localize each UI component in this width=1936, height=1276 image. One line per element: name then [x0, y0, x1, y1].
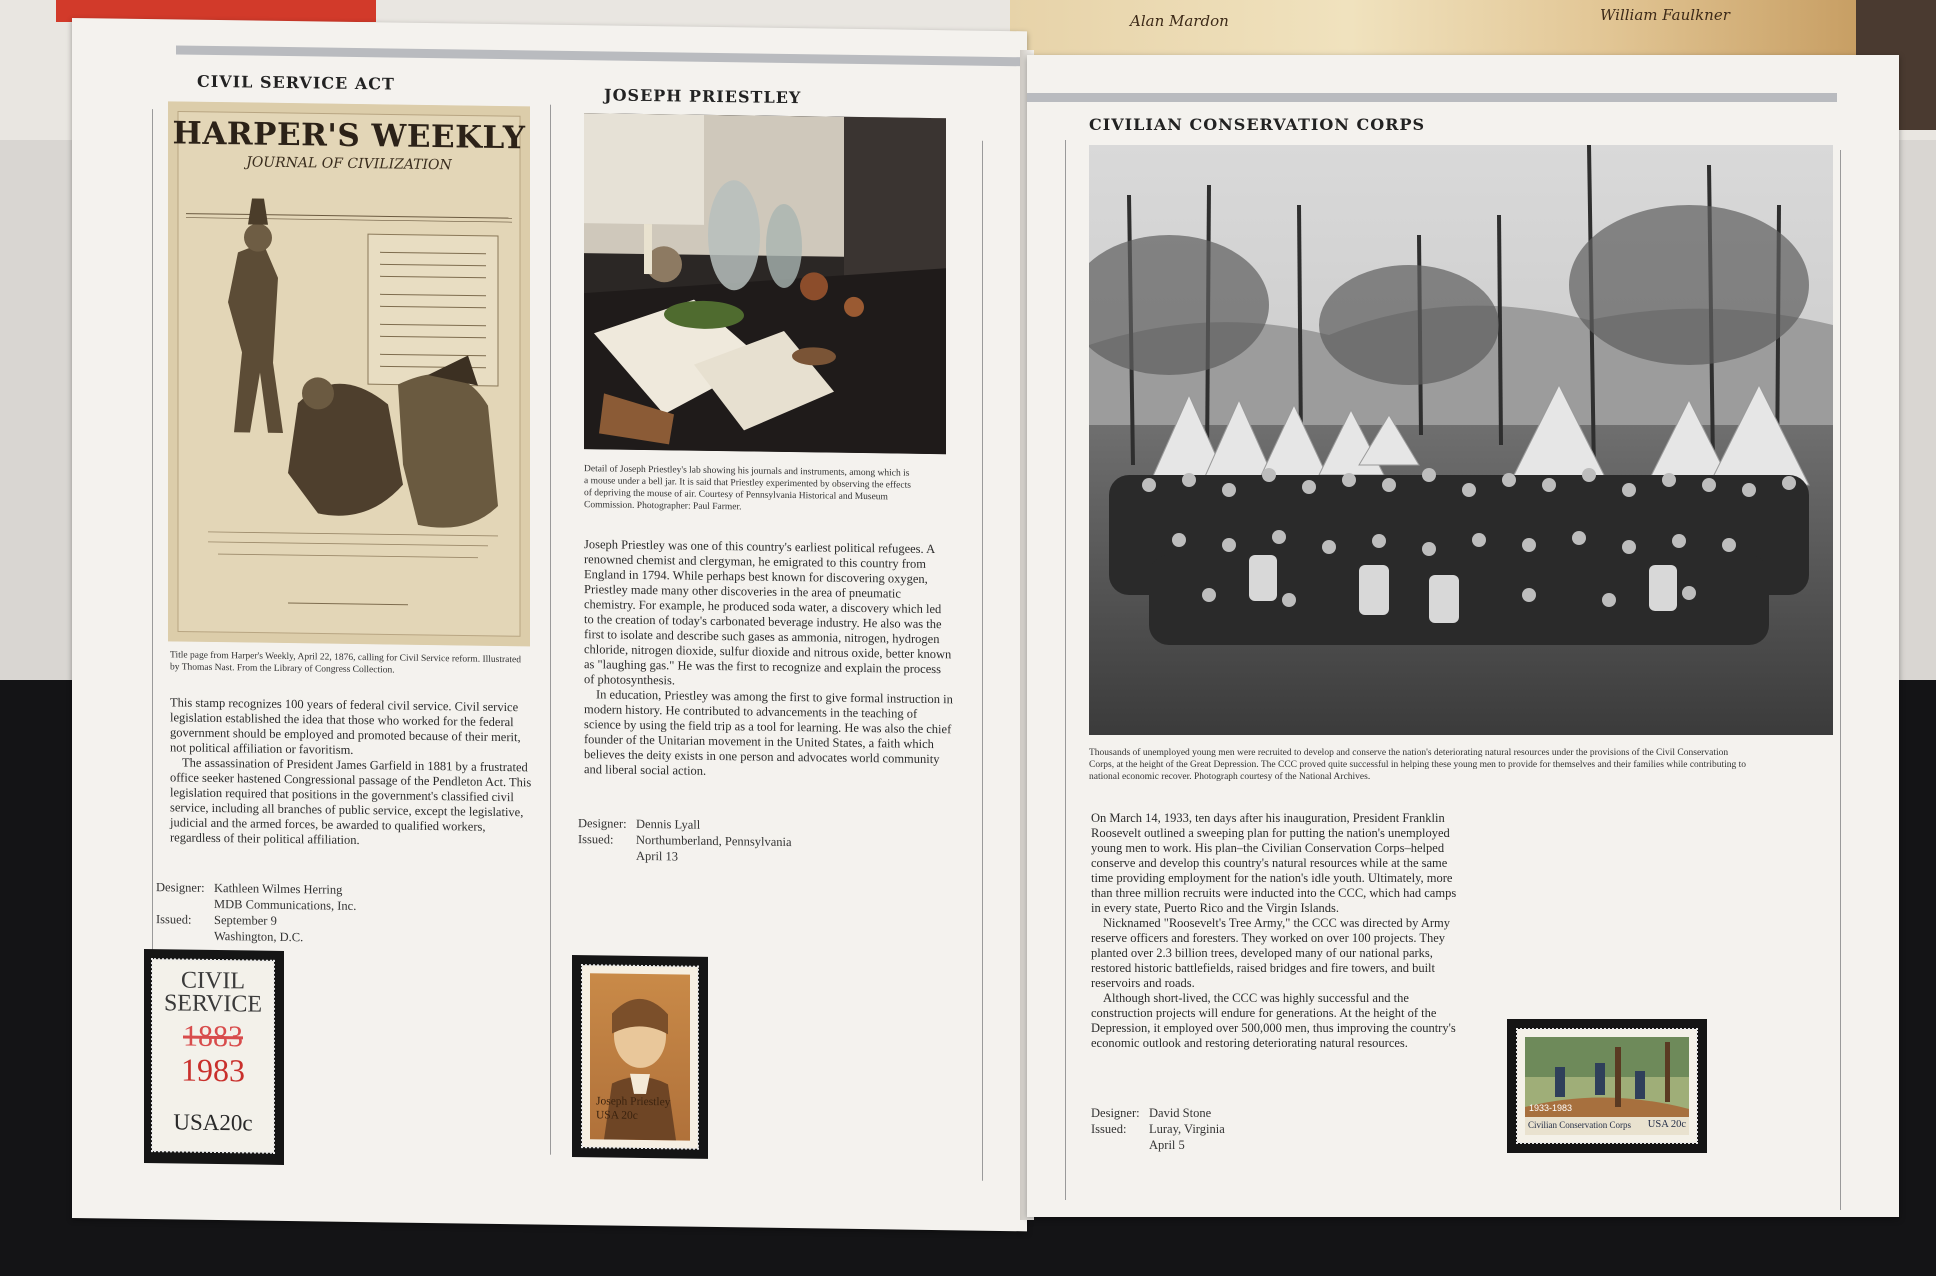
column-rule-right-page-left — [1065, 140, 1066, 1200]
right-page — [1027, 55, 1899, 1217]
priestley-credits — [578, 815, 792, 866]
column-rule-right — [982, 141, 983, 1181]
priestley-lab-photo — [584, 113, 946, 454]
stamp-year-1883: 1883 — [183, 1019, 243, 1054]
designer-label: Designer: — [156, 880, 205, 895]
harpers-masthead: HARPER'S WEEKLY — [172, 115, 526, 157]
section-title-priestley: JOSEPH PRIESTLEY — [604, 85, 802, 108]
designer-name: Dennis Lyall — [636, 816, 701, 832]
designer-label: Designer: — [578, 816, 627, 831]
sketch-signature-2: William Faulkner — [1600, 6, 1730, 24]
issued-date: April 5 — [1149, 1138, 1185, 1152]
priestley-paragraph: In education, Priestley was among the first to give formal instruction in modern history. He contributed to advancements in the teaching of science by using the field trip as a tool for learning. He was also the chief founder of the Unitarian movement in the United States, a faith which believes the deity exists in one person and advocates world community and liberal social action. — [584, 687, 953, 778]
stamp-service-text: SERVICE — [163, 990, 263, 1018]
issued-place: Northumberland, Pennsylvania — [636, 832, 792, 850]
section-title-ccc: CIVILIAN CONSERVATION CORPS — [1089, 115, 1426, 134]
top-rule-bar-right — [1027, 93, 1837, 102]
civil-service-paragraph: The assassination of President James Garfield in 1881 by a frustrated office seeker hastened Congressional passage of the Pendleton Act. This legislation required that positions in the government's classified civil service, including all branches of public service, except the legislative, judicial and the armed forces, be awarded to qualified workers, regardless of their political affiliation. — [170, 755, 532, 848]
issued-place: Luray, Virginia — [1149, 1122, 1225, 1136]
civil-service-paragraph: This stamp recognizes 100 years of federal civil service. Civil service legislation established the idea that those who worked for the federal government should be employed and promoted because of their merit, not political affiliation or favoritism. — [170, 695, 521, 757]
issued-date: April 13 — [636, 848, 679, 864]
stamp-value-text: USA20c — [173, 1109, 253, 1136]
stamp-priestley-name: Joseph Priestley — [596, 1095, 671, 1109]
designer-name: Kathleen Wilmes Herring — [214, 880, 343, 897]
civil-service-body — [170, 695, 535, 850]
harpers-weekly-page-image — [168, 101, 530, 646]
ccc-body — [1091, 811, 1461, 1051]
priestley-stamp-mount — [572, 955, 708, 1159]
ccc-paragraph: Nicknamed "Roosevelt's Tree Army," the CCC was directed by Army reserve officers and foresters. They worked on over 100 projects. They planted over 2.3 billion trees, developed many of our national parks, restored historic battlefields, raised bridges and fire towers, and built reservoirs and roads. — [1091, 916, 1451, 990]
background-sketch-page — [1010, 0, 1860, 62]
column-rule-middle — [550, 105, 551, 1155]
section-title-civil-service: CIVIL SERVICE ACT — [197, 71, 395, 94]
designer-name: David Stone — [1149, 1106, 1212, 1120]
column-rule-right-page-right — [1840, 150, 1841, 1210]
sketch-signature-1: Alan Mardon — [1130, 12, 1229, 30]
ccc-stamp-mount — [1507, 1019, 1707, 1153]
priestley-paragraph: Joseph Priestley was one of this country's earliest political refugees. A renowned chemist and clergyman, he emigrated to this country from England in 1794. While perhaps best known for discovering oxygen, Priestley made many other discoveries in the area of pneumatic chemistry. For example, he produced soda water, a discovery which led to the creation of today's carbonated beverage industry. He also was the first to isolate and describe such gases as ammonia, nitrogen, hydrogen chloride, nitrogen dioxide, sulfur dioxide and nitrous oxide, better known as "laughing gas." He was the first to recognize and explain the process of photosynthesis. — [584, 537, 952, 688]
stamp-civil-text: CIVIL — [181, 967, 245, 995]
priestley-body — [584, 537, 954, 782]
designer-label: Designer: — [1091, 1106, 1140, 1120]
civil-service-credits — [156, 879, 356, 946]
ccc-stamp — [1517, 1029, 1697, 1143]
issued-label: Issued: — [578, 832, 614, 847]
top-rule-bar — [176, 45, 1076, 67]
civil-service-caption: Title page from Harper's Weekly, April 22, 1876, calling for Civil Service reform. Illustrated by Thomas Nast. From the Library of Congress Collection. — [170, 650, 521, 676]
harpers-weekly-illustration — [168, 101, 530, 646]
civil-service-stamp-mount — [144, 949, 284, 1165]
ccc-paragraph: On March 14, 1933, ten days after his inauguration, President Franklin Roosevelt outlined a sweeping plan for putting the nation's unemployed young men to work. His plan–the Civilian Conservation Corps–helped conserve and develop this country's natural resources while at the same time providing employment for the nation's idle youth. Ultimately, more than three million recruits were inducted into the CCC, which had camps in every state, Puerto Rico and the Virgin Islands. — [1091, 811, 1457, 915]
civil-service-stamp — [152, 959, 274, 1153]
issued-label: Issued: — [156, 912, 192, 927]
ccc-caption: Thousands of unemployed young men were recruited to develop and conserve the nation's deteriorating natural resources under the provisions of the Civil Conservation Corps, at the height of the Great Depression. The CCC proved quite successful in helping these young men to provide for themselves and their families while contributing to national economic recover. Photograph courtesy of the National Archives. — [1089, 748, 1747, 782]
issued-date: September 9 — [214, 912, 277, 928]
stamp-priestley-value: USA 20c — [596, 1109, 638, 1122]
ccc-paragraph: Although short-lived, the CCC was highly successful and the construction projects will endure for generations. At the height of the Depression, it employed over 500,000 men, thus improving the country's economic outlook and restoring deteriorating natural resources. — [1091, 991, 1456, 1050]
issued-label: Issued: — [1091, 1122, 1127, 1136]
designer-company: MDB Communications, Inc. — [214, 896, 357, 913]
harpers-subtitle: JOURNAL OF CIVILIZATION — [246, 154, 452, 174]
issued-place: Washington, D.C. — [214, 928, 304, 945]
priestley-caption: Detail of Joseph Priestley's lab showing his journals and instruments, among which is a mouse under a bell jar. It is said that Priestley experimented by observing the effects of depriving the mouse of air. Courtesy of Pennsylvania Historical and Museum Commission. Photographer: Paul Farmer. — [584, 464, 911, 513]
stamp-ccc-value: USA 20c — [1647, 1119, 1686, 1130]
ccc-credits — [1091, 1105, 1225, 1153]
left-page — [72, 18, 1027, 1231]
priestley-lab-illustration — [584, 113, 946, 454]
stamp-year-1983: 1983 — [181, 1051, 245, 1089]
stamp-ccc-years: 1933-1983 — [1529, 1103, 1573, 1113]
ccc-camp-illustration — [1089, 145, 1833, 735]
stamp-ccc-name: Civilian Conservation Corps — [1528, 1120, 1631, 1130]
ccc-camp-photo — [1089, 145, 1833, 735]
priestley-stamp — [582, 965, 698, 1149]
ccc-stamp-scene — [1525, 1037, 1689, 1135]
priestley-portrait — [590, 973, 690, 1140]
